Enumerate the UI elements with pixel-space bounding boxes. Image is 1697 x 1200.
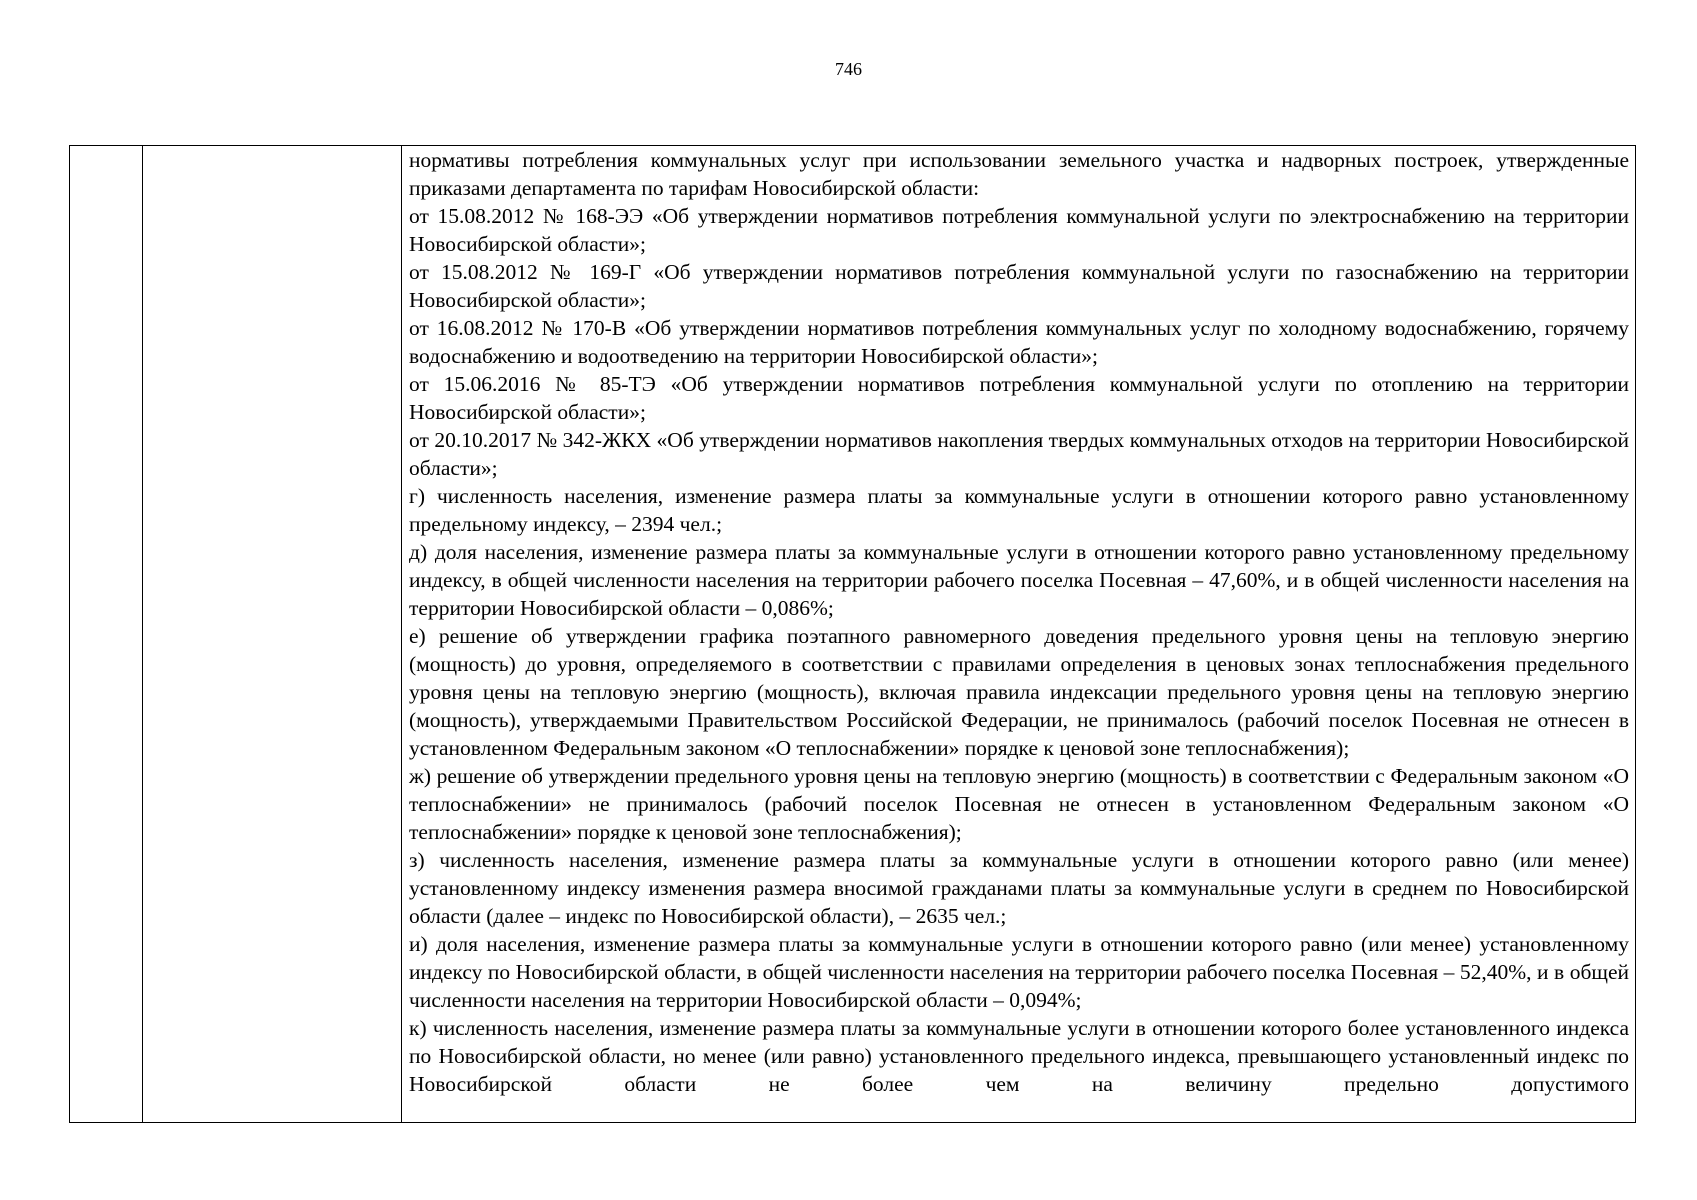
paragraph-order-170: от 16.08.2012 № 170-В «Об утверждении нормативов потребления коммунальных услуг по холодному водоснабжению, горячему водоснабжению и водоотведению на территории Новосибирской области»; (409, 316, 1629, 368)
document-table (69, 145, 1636, 1123)
paragraph-item-k: к) численность населения, изменение размера платы за коммунальные услуги в отношении которого более установленного индекса по Новосибирской области, но менее (или равно) установленного предельного индекса, превышающего установленный индекс по Новосибирской области не более чем на величину предельно допустимого (409, 1016, 1629, 1096)
paragraph-norms-intro: нормативы потребления коммунальных услуг при использовании земельного участка и надворных построек, утвержденные приказами департамента по тарифам Новосибирской области: (409, 148, 1629, 200)
paragraph-order-342: от 20.10.2017 № 342-ЖКХ «Об утверждении нормативов накопления твердых коммунальных отходов на территории Новосибирской области»; (409, 428, 1629, 480)
paragraph-item-i: и) доля населения, изменение размера платы за коммунальные услуги в отношении которого равно (или менее) установленному индексу по Новосибирской области, в общей численности населения на территории рабочего поселка Посевная – 52,40%, и в общей численности населения на территории Новосибирской области – 0,094%; (409, 932, 1629, 1012)
paragraph-order-169: от 15.08.2012 № 169-Г «Об утверждении нормативов потребления коммунальной услуги по газоснабжению на территории Новосибирской области»; (409, 260, 1629, 312)
paragraph-item-e: е) решение об утверждении графика поэтапного равномерного доведения предельного уровня цены на тепловую энергию (мощность) до уровня, определяемого в соответствии с правилами определения в ценовых зонах теплоснабжения предельного уровня цены на тепловую энергию (мощность), включая правила индексации предельного уровня цены на тепловую энергию (мощность), утверждаемыми Правительством Российской Федерации, не принималось (рабочий поселок Посевная не отнесен в установленном Федеральным законом «О теплоснабжении» порядке к ценовой зоне теплоснабжения); (409, 624, 1629, 760)
paragraph-item-z: з) численность населения, изменение размера платы за коммунальные услуги в отношении которого равно (или менее) установленному индексу изменения размера вносимой гражданами платы за коммунальные услуги в среднем по Новосибирской области (далее – индекс по Новосибирской области), – 2635 чел.; (409, 848, 1629, 928)
paragraph-order-85: от 15.06.2016 № 85-ТЭ «Об утверждении нормативов потребления коммунальной услуги по отоплению на территории Новосибирской области»; (409, 372, 1629, 424)
page-number: 746 (835, 59, 862, 79)
paragraph-item-d: д) доля населения, изменение размера платы за коммунальные услуги в отношении которого равно установленному предельному индексу, в общей численности населения на территории рабочего поселка Посевная – 47,60%, и в общей численности населения на территории Новосибирской области – 0,086%; (409, 540, 1629, 620)
paragraph-item-g: г) численность населения, изменение размера платы за коммунальные услуги в отношении которого равно установленному предельному индексу, – 2394 чел.; (409, 484, 1629, 536)
table-column-content (402, 146, 1635, 1122)
table-column-name (143, 146, 402, 1122)
paragraph-order-168: от 15.08.2012 № 168-ЭЭ «Об утверждении нормативов потребления коммунальной услуги по электроснабжению на территории Новосибирской области»; (409, 204, 1629, 256)
table-column-number (70, 146, 143, 1122)
paragraph-item-zh: ж) решение об утверждении предельного уровня цены на тепловую энергию (мощность) в соответствии с Федеральным законом «О теплоснабжении» не принималось (рабочий поселок Посевная не отнесен в установленном Федеральным законом «О теплоснабжении» порядке к ценовой зоне теплоснабжения); (409, 764, 1629, 844)
